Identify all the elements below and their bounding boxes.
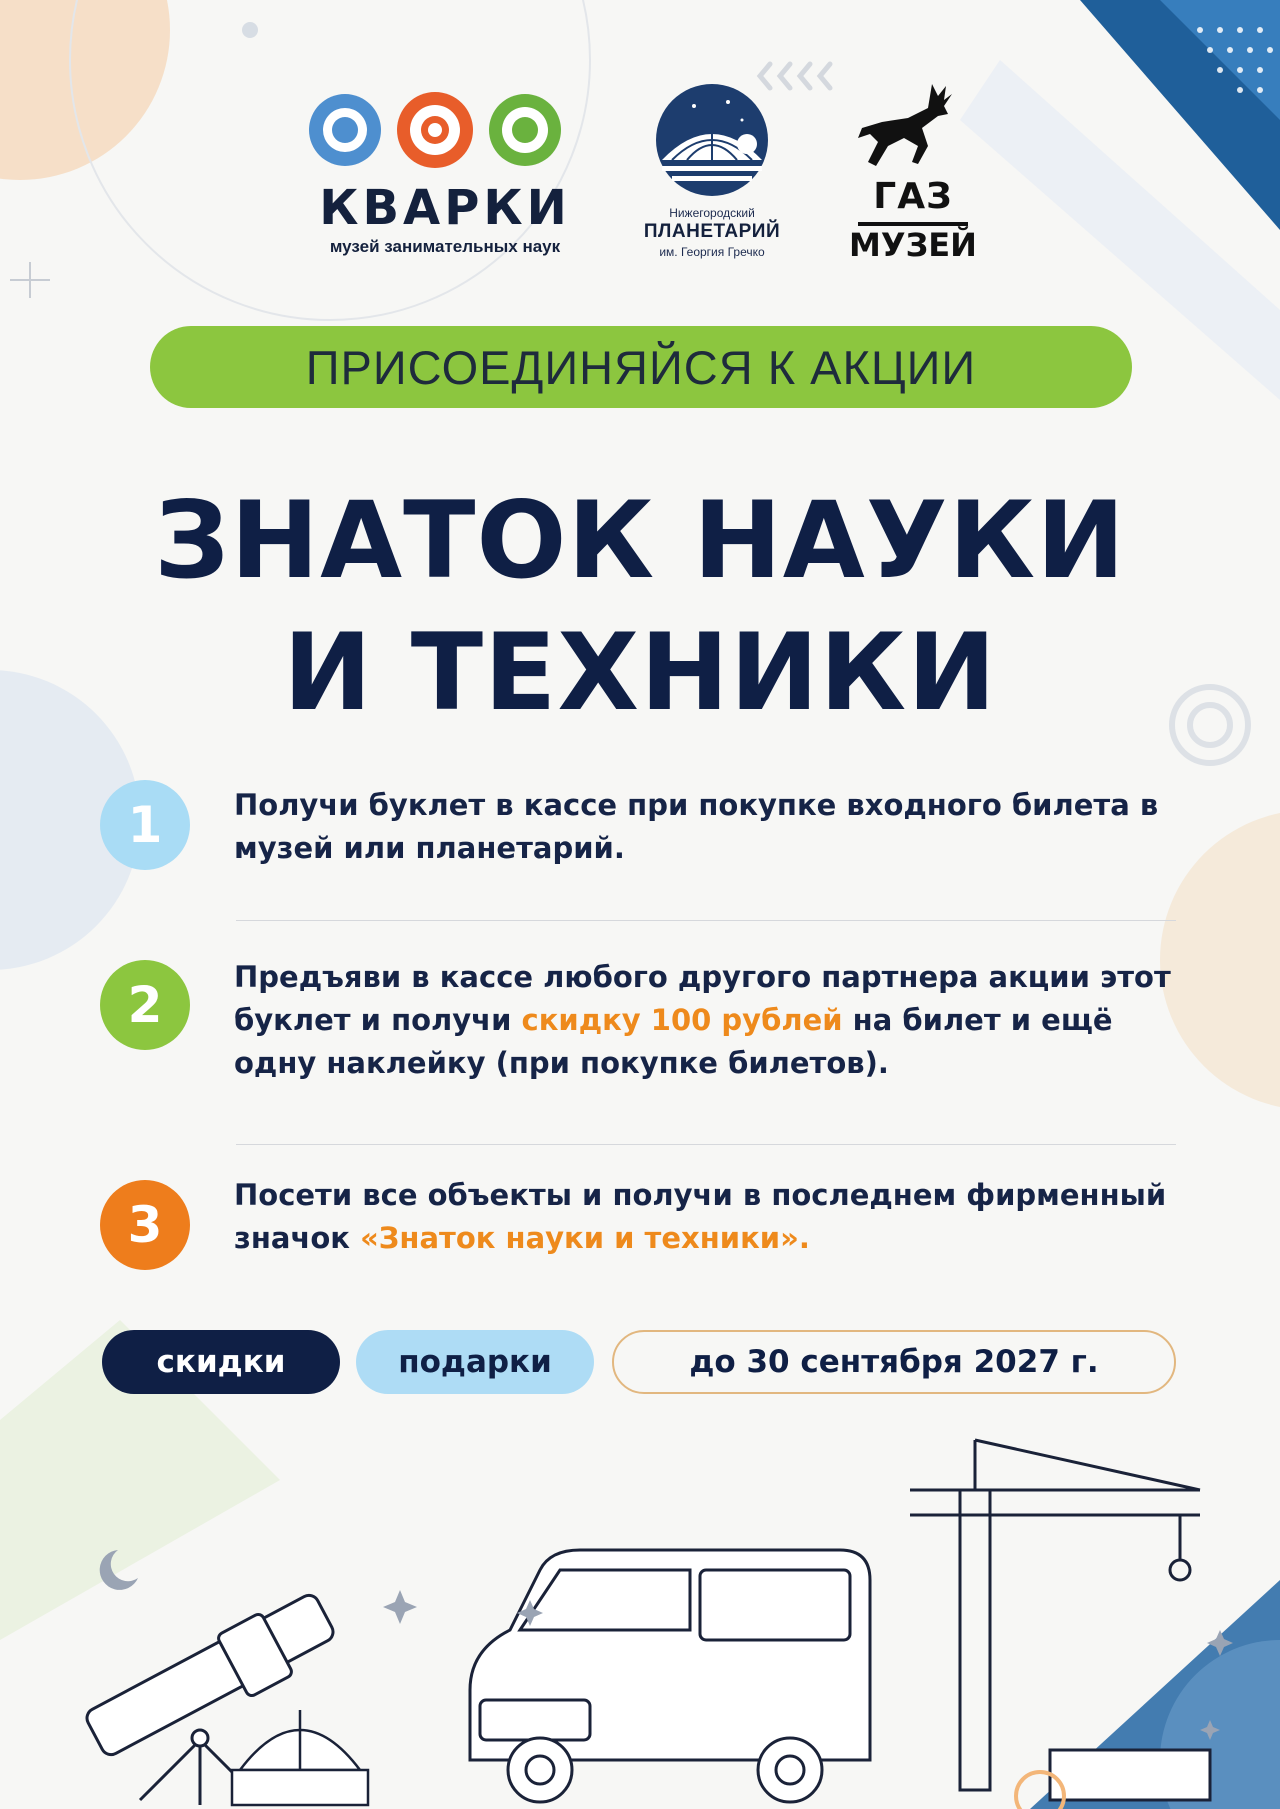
tag-discounts: скидки — [102, 1330, 340, 1394]
van-illustration — [470, 1550, 870, 1802]
kvarki-logo — [300, 80, 580, 270]
planetarium-line3: им. Георгия Гречко — [659, 245, 765, 259]
step-text-3 — [234, 1174, 1178, 1260]
step-text-2 — [234, 956, 1178, 1085]
kvarki-name: КВАРКИ — [319, 180, 571, 236]
planetarium-logo — [632, 80, 792, 270]
planetarium-dome-icon — [632, 80, 792, 200]
illustration-scene — [0, 1420, 1280, 1809]
step-number-1: 1 — [100, 780, 190, 870]
gaz-line2: МУЗЕЙ — [849, 226, 977, 264]
deer-icon — [848, 80, 978, 176]
divider-2 — [236, 1144, 1176, 1145]
join-banner: ПРИСОЕДИНЯЙСЯ К АКЦИИ — [150, 326, 1132, 408]
gears-icon — [300, 80, 570, 180]
step-3-text-before: Посети все объекты и получи в последнем фирменный значок — [234, 1178, 1167, 1255]
gaz-museum-logo — [848, 80, 978, 270]
gaz-line1: ГАЗ — [873, 176, 953, 217]
step-2-text-before: Предъяви в кассе любого другого партнера акции этот буклет и получи — [234, 960, 1171, 1037]
step-text-1: Получи буклет в кассе при покупке входного билета в музей или планетарий. — [234, 788, 1159, 865]
kvarki-subtitle: музей занимательных наук — [329, 237, 561, 256]
step-2-text-after: на билет и ещё одну наклейку (при покупке билетов). — [234, 1003, 1113, 1080]
planetarium-line2: ПЛАНЕТАРИЙ — [643, 221, 781, 242]
step-number-3: 3 — [100, 1180, 190, 1270]
badge-highlight: «Знаток науки и техники». — [360, 1221, 810, 1255]
headline-line2: И ТЕХНИКИ — [283, 611, 997, 734]
crane-illustration — [910, 1440, 1210, 1800]
planetarium-line1: Нижегородский — [669, 206, 755, 220]
tag-deadline: до 30 сентября 2027 г. — [612, 1330, 1176, 1394]
divider-1 — [236, 920, 1176, 921]
observatory-illustration — [232, 1710, 368, 1805]
headline-line1: ЗНАТОК НАУКИ — [154, 479, 1126, 602]
tag-gifts: подарки — [356, 1330, 594, 1394]
moon-icon — [100, 1550, 138, 1590]
discount-highlight: скидку 100 рублей — [521, 1003, 843, 1037]
step-number-2: 2 — [100, 960, 190, 1050]
